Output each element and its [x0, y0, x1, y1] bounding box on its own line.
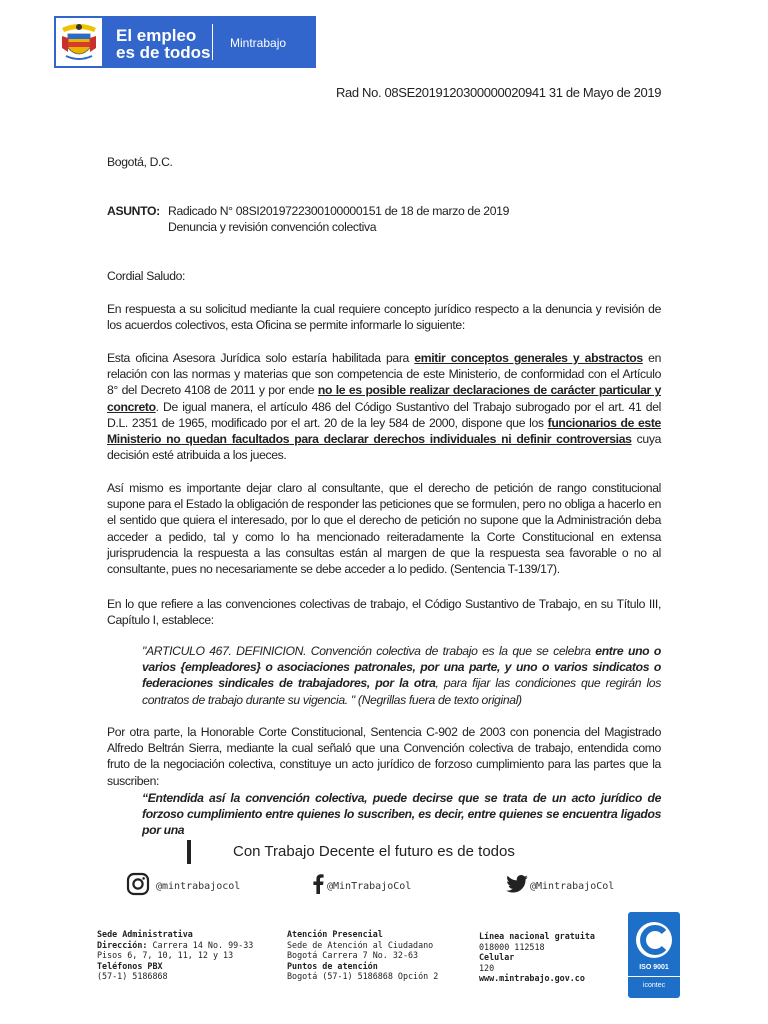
icontec-label: icontec: [642, 982, 666, 989]
ministry-name: Mintrabajo: [230, 36, 287, 50]
p2-text-g: cuya decisión esté atribuida a los jueces.: [107, 432, 661, 463]
atencion-line-1: Sede de Atención al Ciudadano: [287, 939, 434, 950]
p2-text-a: Esta oficina Asesora Jurídica solo estaría habilitada para: [107, 351, 415, 365]
instagram-handle[interactable]: @mintrabajocol: [156, 881, 241, 892]
quote-article-467: [142, 643, 661, 708]
celular-value: 120: [479, 962, 495, 973]
quote-c902: “Entendida así la convención colectiva, puede decirse que se trata de un acto jurídico de forzoso cumplimiento entre quienes lo suscriben, es decir, entre quienes se encuentra ligados por una: [142, 791, 661, 838]
quote-1-text-a: "ARTICULO 467. DEFINICION. Convención colectiva de trabajo es la que se celebra: [142, 644, 596, 658]
puntos-value: Bogotá (57-1) 5186868 Opción 2: [287, 971, 439, 982]
direccion-label: Dirección:: [97, 939, 148, 950]
atencion-block: [287, 929, 438, 982]
twitter-icon: [506, 875, 528, 898]
p2-emphasis-1: emitir conceptos generales y abstractos: [414, 351, 643, 365]
quote-1-text-c: , para fijar las condiciones que regirán los contratos de trabajo durante su vigencia. " (Negrillas fuera de texto original): [142, 676, 661, 707]
icontec-c-icon: [634, 920, 674, 960]
celular-label: Celular: [479, 952, 515, 963]
greeting: Cordial Saludo:: [107, 269, 186, 283]
twitter-handle[interactable]: @MintrabajoCol: [530, 881, 615, 892]
iso-badge: [628, 912, 680, 998]
iso-divider: [628, 976, 680, 977]
linea-label: Línea nacional gratuita: [479, 931, 595, 941]
atencion-line-2: Bogotá Carrera 7 No. 32-63: [287, 950, 419, 961]
p2-text-e: . De igual manera, el artículo 486 del Código Sustantivo del Trabajo subrogado por el art. 41 del D.L. 2351 de 1965, modificado por el art. 20 de la ley 584 de 2000, dispone que los: [107, 399, 661, 430]
paragraph-5: Por otra parte, la Honorable Corte Constitucional, Sentencia C-902 de 2003 con ponencia del Magistrado Alfredo Beltrán Sierra, mediante la cual señaló que una Convención colectiva de trabajo, entendida como fruto de la negociación colectiva, constituye un acto jurídico de forzoso cumplimiento para las partes que la suscriben:: [107, 725, 661, 788]
brand-divider: [212, 24, 213, 60]
paragraph-4: En lo que refiere a las convenciones colectivas de trabajo, el Código Sustantivo de Trabajo, en su Título III, Capítulo I, establece:: [107, 597, 661, 628]
facebook-icon: [312, 874, 324, 899]
iso-label: ISO 9001: [639, 964, 669, 971]
quote-1-emphasis: entre uno o varios {empleadores} o asociaciones patronales, por una parte, y uno o varios sindicatos o federaciones sindicales de trabajadores, por la otra: [142, 644, 661, 691]
sede-title: Sede Administrativa: [97, 929, 193, 939]
asunto-label: ASUNTO:: [107, 204, 160, 218]
paragraph-3: Así mismo es importante dejar claro al consultante, que el derecho de petición de rango constitucional supone para el Estado la obligación de responder las peticiones que se formulen, pero no obliga a hacerlo en el sentido que quiera el interesado, por lo que el derecho de petición no supone que la Administración deba acceder a pedido, tal y como lo ha mencionado reiteradamente la Corte Constitucional en extensa jurisprudencia la respuesta a las consultas están al margen de que la respuesta sea favorable o no al consultante, pues no necesariamente se debe acceder a lo pedido. (Sentencia T-139/17).: [107, 481, 661, 577]
atencion-title: Atención Presencial: [287, 929, 383, 939]
linea-value: 018000 112518: [479, 941, 545, 952]
pisos: Pisos 6, 7, 10, 11, 12 y 13: [97, 950, 234, 961]
telefonos-value: (57-1) 5186868: [97, 971, 168, 982]
asunto-line-1: Radicado N° 08SI2019722300100000151 de 18 de marzo de 2019: [168, 204, 510, 218]
website-link[interactable]: www.mintrabajo.gov.co: [479, 973, 585, 984]
slogan-bar: [187, 840, 191, 864]
city: Bogotá, D.C.: [107, 155, 173, 169]
footer-slogan: Con Trabajo Decente el futuro es de todos: [233, 843, 515, 860]
linea-block: [479, 931, 595, 984]
direccion-value: Carrera 14 No. 99-33: [147, 939, 254, 950]
p2-emphasis-3: funcionarios de este Ministerio no quedan facultados para declarar derechos individuales ni definir controversias: [107, 415, 661, 447]
sede-block: [97, 929, 253, 982]
puntos-label: Puntos de atención: [287, 960, 378, 971]
facebook-handle[interactable]: @MinTrabajoCol: [327, 881, 412, 892]
brand-line-2: es de todos: [116, 43, 211, 62]
brand-line-1: El empleo: [116, 26, 197, 45]
p2-emphasis-2: no le es posible realizar declaraciones de carácter particular y concreto: [107, 383, 661, 414]
direccion-line: [97, 940, 253, 951]
telefonos-label: Teléfonos PBX: [97, 960, 163, 971]
paragraph-2: [107, 350, 661, 463]
p2-text-c: en relación con las normas y materias que son competencia de este Ministerio, de conformidad con el Artículo 8° del Decreto 4108 de 2011 y por ende: [107, 351, 661, 398]
rad-number: Rad No. 08SE2019120300000020941 31 de Mayo de 2019: [336, 85, 662, 100]
instagram-icon: [126, 872, 150, 901]
coat-of-arms-logo: [56, 18, 102, 66]
asunto-line-2: Denuncia y revisión convención colectiva: [168, 220, 377, 234]
paragraph-1: En respuesta a su solicitud mediante la cual requiere concepto jurídico respecto a la denuncia y revisión de los acuerdos colectivos, esta Oficina se permite informarle lo siguiente:: [107, 302, 661, 333]
